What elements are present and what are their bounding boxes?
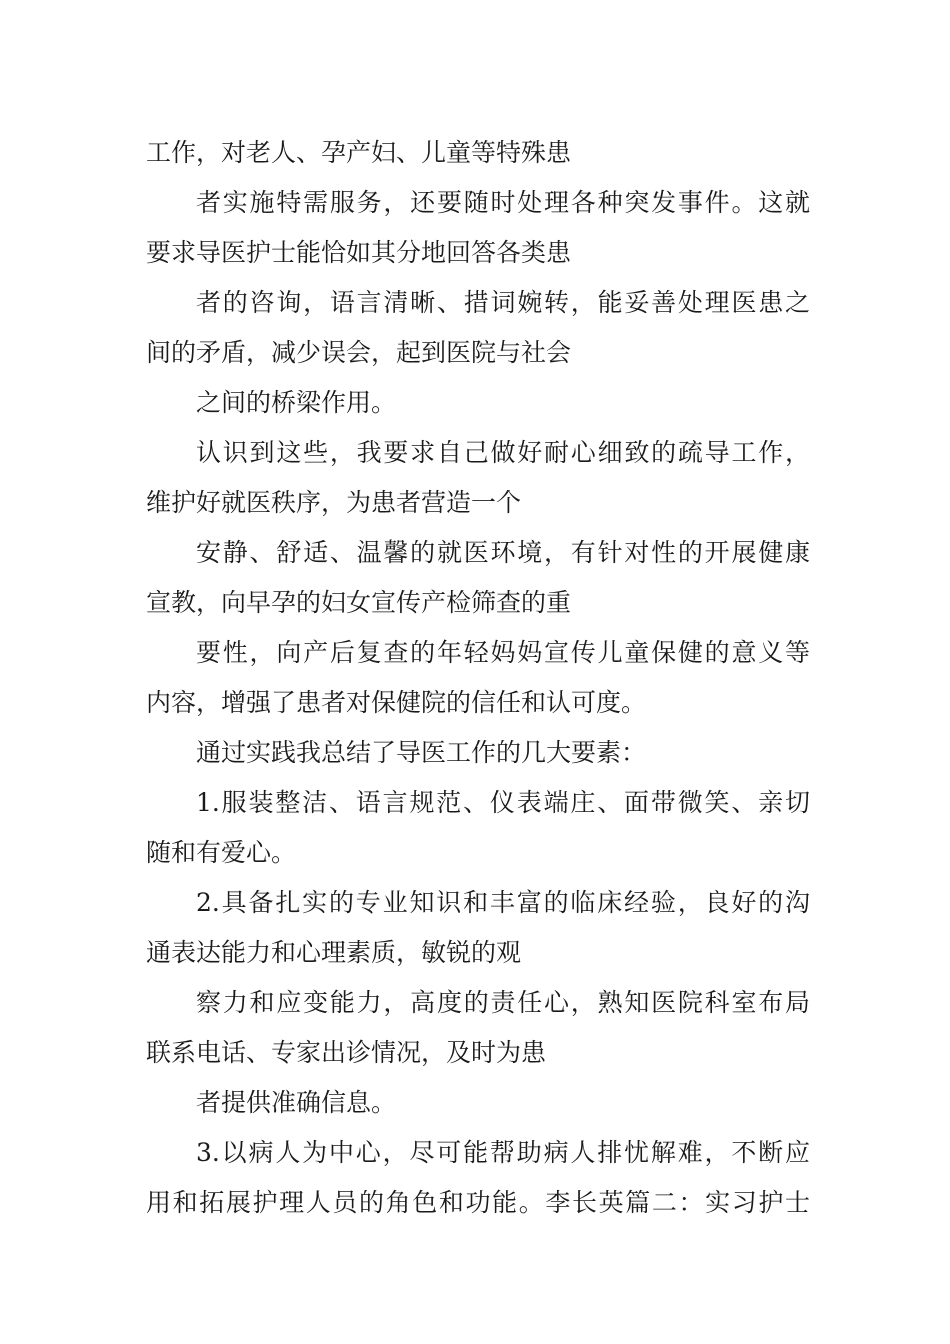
text-line: 认识到这些，我要求自己做好耐心细致的疏导工作， bbox=[196, 438, 810, 467]
text-line: 安静、舒适、温馨的就医环境，有针对性的开展健康 bbox=[196, 538, 810, 567]
text-line: 联系电话、专家出诊情况，及时为患 bbox=[146, 1038, 547, 1067]
text-line: 者实施特需服务，还要随时处理各种突发事件。这就 bbox=[196, 188, 810, 217]
text-line: 宣教，向早孕的妇女宣传产检筛查的重 bbox=[146, 588, 572, 617]
text-line: 内容，增强了患者对保健院的信任和认可度。 bbox=[146, 688, 647, 717]
text-line: 通表达能力和心理素质，敏锐的观 bbox=[146, 938, 522, 967]
text-line: 维护好就医秩序，为患者营造一个 bbox=[146, 488, 522, 517]
text-line: 要求导医护士能恰如其分地回答各类患 bbox=[146, 238, 572, 267]
document-body bbox=[146, 128, 810, 1228]
text-line: 通过实践我总结了导医工作的几大要素： bbox=[196, 738, 647, 767]
text-line: 用和拓展护理人员的角色和功能。李长英篇二：实习护士 bbox=[146, 1188, 810, 1217]
text-line: 间的矛盾，减少误会，起到医院与社会 bbox=[146, 338, 572, 367]
text-line: 1.服装整洁、语言规范、仪表端庄、面带微笑、亲切 bbox=[196, 788, 810, 817]
text-line: 之间的桥梁作用。 bbox=[196, 388, 397, 417]
text-line: 2.具备扎实的专业知识和丰富的临床经验，良好的沟 bbox=[196, 888, 810, 917]
text-line: 要性，向产后复查的年轻妈妈宣传儿童保健的意义等 bbox=[196, 638, 810, 667]
text-line: 工作，对老人、孕产妇、儿童等特殊患 bbox=[146, 138, 572, 167]
text-line: 者的咨询，语言清晰、措词婉转，能妥善处理医患之 bbox=[196, 288, 810, 317]
text-line: 随和有爱心。 bbox=[146, 838, 297, 867]
text-line: 察力和应变能力，高度的责任心，熟知医院科室布局 bbox=[196, 988, 810, 1017]
text-line: 3.以病人为中心，尽可能帮助病人排忧解难，不断应 bbox=[196, 1138, 810, 1167]
text-line: 者提供准确信息。 bbox=[196, 1088, 397, 1117]
